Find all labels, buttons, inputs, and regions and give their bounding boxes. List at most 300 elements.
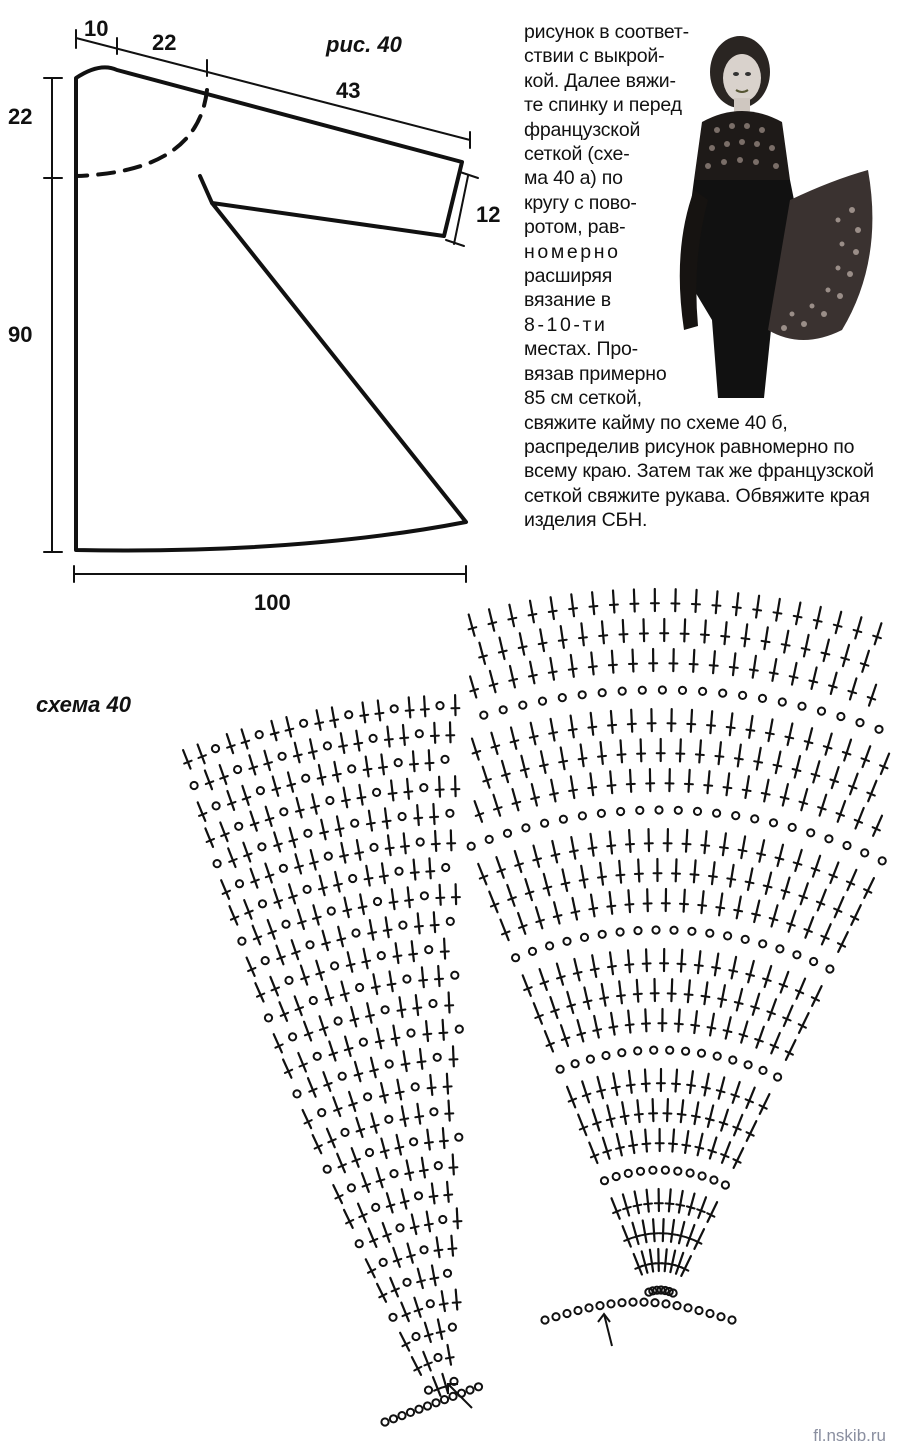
double-crochet-icon [593, 1110, 601, 1131]
double-crochet-icon [439, 1020, 447, 1040]
double-crochet-icon [781, 784, 789, 805]
double-crochet-icon [608, 771, 616, 793]
chain-stitch-icon [810, 958, 817, 965]
chain-stitch-icon [639, 687, 646, 694]
double-crochet-icon [554, 902, 562, 923]
double-crochet-icon [578, 1115, 587, 1135]
double-crochet-icon [644, 1190, 652, 1212]
chain-stitch-icon [599, 689, 606, 696]
double-crochet-icon [626, 1011, 634, 1033]
double-crochet-icon [730, 653, 738, 675]
double-crochet-icon [230, 906, 239, 924]
double-crochet-icon [690, 650, 698, 672]
double-crochet-icon [740, 1022, 748, 1043]
chain-stitch-icon [742, 936, 749, 943]
double-crochet-icon [271, 721, 279, 740]
double-crochet-icon [264, 751, 272, 770]
double-crochet-icon [544, 874, 552, 895]
double-crochet-icon [793, 756, 801, 777]
double-crochet-icon [425, 1323, 433, 1342]
chain-stitch-icon [235, 823, 242, 830]
double-crochet-icon [406, 697, 414, 717]
double-crochet-icon [351, 1007, 359, 1026]
double-crochet-icon [366, 1003, 374, 1023]
double-crochet-icon [436, 885, 444, 905]
double-crochet-icon [507, 885, 516, 906]
double-crochet-icon [809, 668, 817, 689]
double-crochet-icon [782, 878, 790, 899]
double-crochet-icon [694, 1229, 704, 1249]
double-crochet-icon [692, 590, 700, 612]
chain-stitch-icon [191, 782, 198, 789]
double-crochet-icon [830, 767, 838, 788]
double-crochet-icon [220, 765, 228, 784]
double-crochet-icon [708, 1014, 716, 1036]
double-crochet-icon [752, 901, 760, 922]
chain-stitch-icon [673, 1302, 680, 1309]
double-crochet-icon [336, 816, 344, 836]
double-crochet-icon [360, 703, 368, 723]
double-crochet-icon [221, 880, 230, 899]
chain-stitch-icon [655, 806, 662, 813]
double-crochet-icon [696, 740, 704, 762]
double-crochet-icon [675, 1253, 684, 1274]
double-crochet-icon [428, 1075, 436, 1095]
double-crochet-icon [390, 889, 398, 909]
chain-stitch-icon [300, 720, 307, 727]
double-crochet-icon [572, 898, 580, 920]
chain-stitch-icon [634, 1047, 641, 1054]
chain-stitch-icon [257, 787, 264, 794]
double-crochet-icon [706, 1106, 714, 1127]
double-crochet-icon [625, 890, 633, 912]
double-crochet-icon [762, 627, 770, 649]
double-crochet-icon [303, 1110, 312, 1128]
double-crochet-icon [580, 866, 588, 888]
chain-stitch-icon [349, 875, 356, 882]
double-crochet-icon [817, 890, 826, 911]
chain-stitch-icon [432, 1399, 439, 1406]
dim-body-length: 90 [8, 322, 33, 347]
double-crochet-icon [753, 596, 761, 618]
chain-stitch-icon [441, 756, 448, 763]
double-crochet-icon [294, 743, 302, 763]
chain-stitch-icon [666, 1047, 673, 1054]
chain-stitch-icon [370, 735, 377, 742]
chain-stitch-icon [619, 688, 626, 695]
double-crochet-icon [799, 1013, 809, 1033]
double-crochet-icon [574, 959, 582, 980]
double-crochet-icon [774, 599, 782, 621]
double-crochet-icon [387, 1193, 395, 1212]
double-crochet-icon [401, 1189, 409, 1208]
chain-stitch-icon [415, 1406, 422, 1413]
double-crochet-icon [669, 1130, 677, 1152]
double-crochet-icon [301, 966, 309, 985]
description-line: изделия СБН. [524, 509, 648, 532]
double-crochet-icon [337, 1154, 346, 1172]
chain-stitch-icon [729, 1056, 736, 1063]
chain-stitch-icon [699, 688, 706, 695]
double-crochet-icon [401, 1303, 410, 1322]
double-crochet-icon [612, 1198, 621, 1218]
double-crochet-icon [446, 722, 454, 742]
double-crochet-icon [251, 869, 259, 888]
dim-armhole-depth: 22 [8, 104, 33, 129]
double-crochet-icon [804, 917, 813, 938]
chain-stitch-icon [879, 857, 886, 864]
chain-stitch-icon [475, 1383, 482, 1390]
chain-stitch-icon [512, 954, 519, 961]
chain-stitch-icon [529, 948, 536, 955]
double-crochet-icon [496, 857, 505, 878]
chain-stitch-icon [214, 860, 221, 867]
chain-stitch-icon [425, 946, 432, 953]
double-crochet-icon [431, 723, 439, 743]
chain-stitch-icon [601, 1177, 608, 1184]
chain-stitch-icon [602, 1052, 609, 1059]
double-crochet-icon [205, 771, 213, 790]
chain-stitch-icon [581, 934, 588, 941]
double-crochet-icon [569, 716, 577, 738]
description-line: вязание в [524, 289, 611, 312]
double-crochet-icon [247, 958, 256, 976]
double-crochet-icon [393, 1248, 401, 1267]
double-crochet-icon [626, 830, 634, 852]
crochet-chart [183, 589, 889, 1426]
chain-stitch-icon [563, 1310, 570, 1317]
double-crochet-icon [289, 828, 297, 847]
scheme-title: схема 40 [36, 692, 131, 717]
double-crochet-icon [702, 1074, 710, 1096]
double-crochet-icon [329, 1042, 337, 1061]
chain-stitch-icon [386, 1060, 393, 1067]
double-crochet-icon [692, 1102, 700, 1124]
double-crochet-icon [657, 739, 665, 761]
chain-stitch-icon [724, 932, 731, 939]
double-crochet-icon [251, 812, 259, 831]
double-crochet-icon [414, 1298, 422, 1317]
chain-stitch-icon [674, 1168, 681, 1175]
chain-stitch-icon [687, 1169, 694, 1176]
chain-stitch-icon [324, 742, 331, 749]
chain-stitch-icon [304, 830, 311, 837]
double-crochet-icon [701, 831, 709, 853]
chain-stitch-icon [435, 1162, 442, 1169]
double-crochet-icon [691, 860, 699, 882]
double-crochet-icon [695, 951, 703, 973]
double-crochet-icon [588, 773, 596, 795]
double-crochet-icon [607, 1105, 615, 1126]
double-crochet-icon [593, 1016, 601, 1038]
chain-stitch-icon [236, 880, 243, 887]
double-crochet-icon [666, 1189, 674, 1211]
double-crochet-icon [400, 725, 408, 745]
double-crochet-icon [658, 1009, 666, 1031]
double-crochet-icon [600, 984, 608, 1006]
chain-stitch-icon [722, 1181, 729, 1188]
double-crochet-icon [405, 1160, 413, 1180]
double-crochet-icon [426, 750, 434, 770]
chain-stitch-icon [843, 842, 850, 849]
chain-stitch-icon [825, 835, 832, 842]
double-crochet-icon [562, 869, 570, 891]
double-crochet-icon [812, 986, 822, 1006]
chain-stitch-icon [596, 1302, 603, 1309]
double-crochet-icon [588, 713, 596, 735]
double-crochet-icon [634, 980, 642, 1002]
chain-stitch-icon [759, 695, 766, 702]
description-line: распределив рисунок равномерно по [524, 435, 855, 458]
double-crochet-icon [843, 740, 851, 761]
chain-stitch-icon [793, 951, 800, 958]
double-crochet-icon [368, 920, 376, 940]
double-crochet-icon [320, 1016, 328, 1035]
double-crochet-icon [414, 805, 422, 825]
double-crochet-icon [616, 861, 624, 883]
double-crochet-icon [712, 954, 720, 976]
chain-stitch-icon [395, 868, 402, 875]
double-crochet-icon [751, 994, 759, 1015]
double-crochet-icon [589, 834, 597, 856]
double-crochet-icon [242, 729, 250, 748]
double-crochet-icon [371, 1113, 379, 1132]
chain-stitch-icon [374, 898, 381, 905]
double-crochet-icon [394, 943, 402, 963]
chain-stitch-icon [238, 938, 245, 945]
double-crochet-icon [607, 892, 615, 914]
double-crochet-icon [716, 894, 724, 916]
double-crochet-icon [515, 851, 523, 872]
double-crochet-icon [750, 656, 758, 678]
chain-stitch-icon [289, 1033, 296, 1040]
chain-stitch-icon [559, 694, 566, 701]
chain-stitch-icon [519, 702, 526, 709]
double-crochet-icon [550, 997, 558, 1018]
double-crochet-icon [805, 728, 813, 749]
double-crochet-icon [685, 980, 693, 1002]
double-crochet-icon [782, 631, 790, 653]
double-crochet-icon [739, 836, 747, 858]
double-crochet-icon [343, 898, 351, 918]
double-crochet-icon [415, 1104, 423, 1124]
double-crochet-icon [396, 1135, 404, 1155]
double-crochet-icon [724, 773, 732, 795]
double-crochet-icon [364, 757, 372, 777]
double-crochet-icon [660, 949, 668, 971]
double-crochet-icon [812, 761, 820, 782]
double-crochet-icon [244, 900, 253, 919]
chain-stitch-icon [325, 853, 332, 860]
double-crochet-icon [649, 1099, 657, 1121]
double-crochet-icon [289, 884, 297, 903]
double-crochet-icon [655, 1189, 663, 1211]
chain-stitch-icon [446, 810, 453, 817]
double-crochet-icon [664, 829, 672, 851]
double-crochet-icon [401, 833, 409, 853]
dim-hem-width: 100 [254, 590, 291, 615]
chain-stitch-icon [699, 1172, 706, 1179]
chain-stitch-icon [617, 808, 624, 815]
chain-stitch-icon [259, 900, 266, 907]
double-crochet-icon [470, 676, 478, 697]
double-crochet-icon [618, 740, 626, 762]
double-crochet-icon [794, 850, 802, 871]
double-crochet-icon [746, 716, 754, 738]
double-crochet-icon [802, 635, 810, 657]
garment-outline [76, 67, 466, 550]
chain-stitch-icon [403, 1279, 410, 1286]
chain-stitch-icon [579, 691, 586, 698]
double-crochet-icon [612, 1073, 620, 1095]
double-crochet-icon [698, 891, 706, 913]
double-crochet-icon [322, 931, 330, 950]
description-line: рисунок в соответ- [524, 21, 689, 43]
chain-stitch-icon [652, 926, 659, 933]
double-crochet-icon [518, 913, 527, 934]
double-crochet-icon [523, 975, 532, 995]
double-crochet-icon [623, 1226, 632, 1246]
chain-stitch-icon [751, 815, 758, 822]
double-crochet-icon [676, 1191, 684, 1213]
double-crochet-icon [308, 1078, 317, 1097]
chain-stitch-icon [356, 984, 363, 991]
chain-stitch-icon [682, 1048, 689, 1055]
chain-stitch-icon [670, 927, 677, 934]
figure-title: рис. 40 [326, 32, 402, 57]
chain-stitch-icon [407, 1409, 414, 1416]
double-crochet-icon [445, 1101, 453, 1121]
chain-stitch-icon [378, 952, 385, 959]
chain-stitch-icon [599, 931, 606, 938]
chain-stitch-icon [403, 975, 410, 982]
double-crochet-icon [849, 774, 858, 795]
double-crochet-icon [683, 830, 691, 852]
description-line: кой. Далее вяжи- [524, 69, 676, 92]
double-crochet-icon [253, 926, 262, 945]
double-crochet-icon [529, 662, 537, 684]
double-crochet-icon [656, 1129, 664, 1151]
double-crochet-icon [388, 972, 396, 992]
double-crochet-icon [661, 1249, 669, 1271]
chain-stitch-icon [861, 849, 868, 856]
double-crochet-icon [812, 856, 820, 877]
double-crochet-icon [227, 734, 235, 753]
double-crochet-icon [559, 748, 567, 770]
chain-stitch-icon [728, 1316, 735, 1323]
dim-sleeve-width: 12 [476, 202, 501, 227]
double-crochet-icon [489, 892, 498, 913]
double-crochet-icon [567, 1087, 576, 1108]
double-crochet-icon [508, 605, 516, 627]
double-crochet-icon [617, 981, 625, 1003]
double-crochet-icon [625, 950, 633, 972]
chain-stitch-icon [563, 938, 570, 945]
double-crochet-icon [533, 846, 541, 867]
chain-stitch-icon [416, 730, 423, 737]
double-crochet-icon [501, 920, 510, 941]
chain-stitch-icon [425, 1387, 432, 1394]
double-crochet-icon [569, 776, 577, 798]
double-crochet-icon [478, 864, 487, 884]
double-crochet-icon [377, 1168, 385, 1187]
chain-stitch-icon [629, 1299, 636, 1306]
double-crochet-icon [640, 619, 648, 641]
double-crochet-icon [634, 1192, 642, 1214]
double-crochet-icon [472, 739, 480, 760]
chain-stitch-icon [385, 1116, 392, 1123]
chain-stitch-icon [212, 745, 219, 752]
chain-stitch-icon [314, 1053, 321, 1060]
double-crochet-icon [198, 802, 207, 821]
double-crochet-icon [771, 1033, 780, 1053]
description-line: расширяя [524, 265, 613, 288]
chain-stitch-icon [434, 1354, 441, 1361]
chain-stitch-icon [613, 1173, 620, 1180]
double-crochet-icon [570, 837, 578, 859]
double-crochet-icon [582, 1081, 590, 1102]
chain-stitch-icon [360, 1039, 367, 1046]
double-crochet-icon [763, 966, 771, 987]
double-crochet-icon [770, 659, 778, 681]
double-crochet-icon [318, 765, 326, 785]
double-crochet-icon [286, 717, 294, 736]
description-line: свяжите кайму по схеме 40 б, [524, 411, 788, 434]
double-crochet-icon [410, 751, 418, 771]
double-crochet-icon [389, 781, 397, 801]
double-crochet-icon [511, 728, 519, 749]
double-crochet-icon [691, 1011, 699, 1033]
double-crochet-icon [448, 1236, 456, 1256]
double-crochet-icon [829, 673, 837, 694]
double-crochet-icon [659, 1219, 667, 1241]
double-crochet-icon [540, 751, 548, 773]
chain-stitch-icon [541, 820, 548, 827]
double-crochet-icon [376, 1029, 384, 1049]
chain-stitch-icon [439, 1216, 446, 1223]
double-crochet-icon [469, 615, 477, 636]
chain-stitch-icon [688, 928, 695, 935]
double-crochet-icon [841, 645, 849, 666]
double-crochet-icon [362, 949, 370, 969]
chain-stitch-icon [390, 1415, 397, 1422]
chain-stitch-icon [466, 1386, 473, 1393]
double-crochet-icon [440, 1291, 448, 1311]
double-crochet-icon [609, 651, 617, 673]
chain-stitch-icon [234, 766, 241, 773]
double-crochet-icon [651, 589, 659, 611]
chain-stitch-icon [381, 1418, 388, 1425]
double-crochet-icon [668, 1220, 676, 1242]
double-crochet-icon [746, 1088, 755, 1108]
double-crochet-icon [398, 997, 406, 1017]
double-crochet-icon [320, 820, 328, 840]
chain-stitch-icon [395, 759, 402, 766]
double-crochet-icon [766, 719, 774, 741]
description-line: местах. Про- [524, 338, 638, 361]
chain-stitch-icon [262, 957, 269, 964]
double-crochet-icon [340, 843, 348, 863]
double-crochet-icon [767, 999, 776, 1020]
double-crochet-icon [682, 1131, 690, 1153]
double-crochet-icon [648, 709, 656, 731]
double-crochet-icon [381, 1139, 389, 1158]
double-crochet-icon [509, 666, 517, 687]
double-crochet-icon [687, 1071, 695, 1093]
double-crochet-icon [435, 966, 443, 986]
double-crochet-icon [635, 1100, 643, 1122]
chain-stitch-icon [455, 1134, 462, 1141]
